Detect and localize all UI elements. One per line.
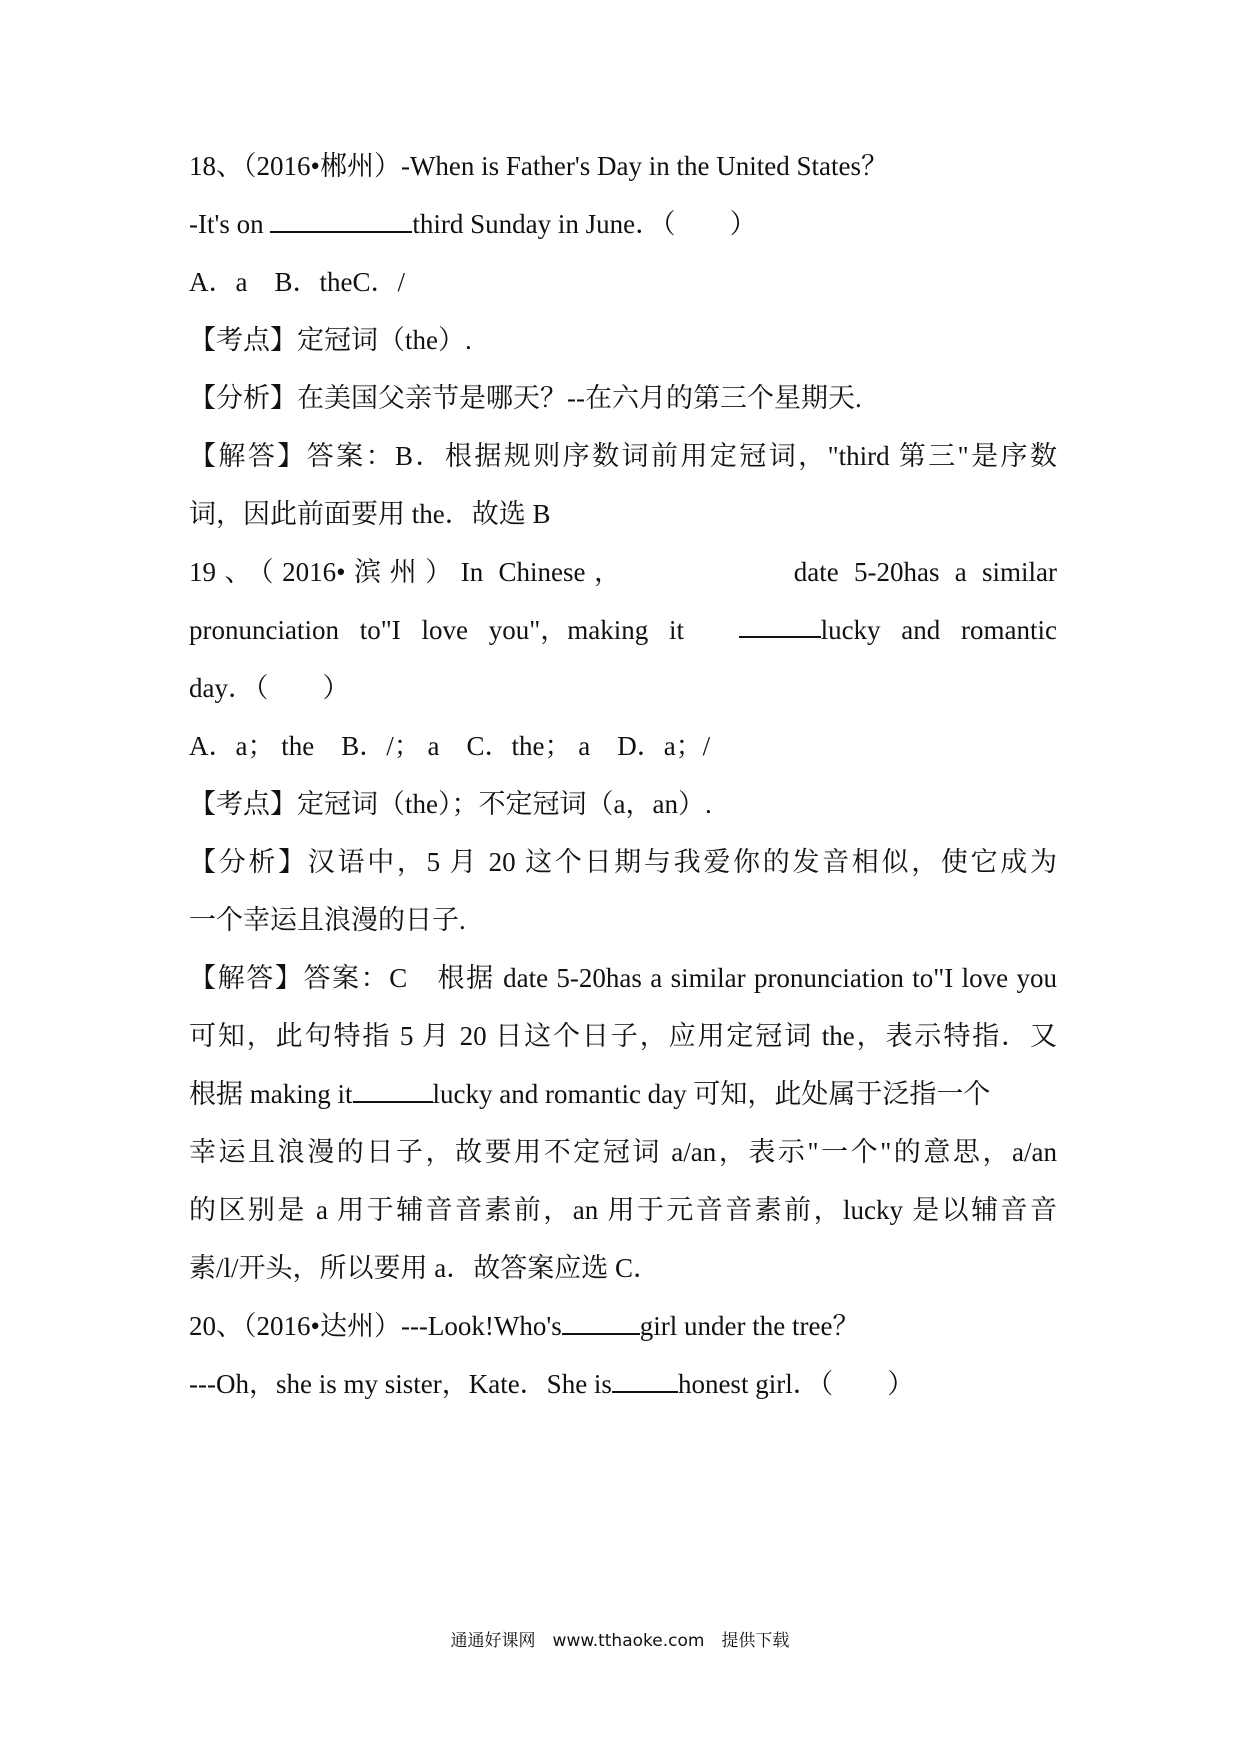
q19-analysis-line2: 一个幸运且浪漫的日子. bbox=[189, 905, 466, 935]
q20-blank1 bbox=[562, 1307, 640, 1335]
q19-analysis-line1: 【分析】汉语中，5 月 20 这个日期与我爱你的发音相似，使它成为 bbox=[189, 847, 1057, 877]
q19-answer-line3 bbox=[189, 1074, 1057, 1114]
q19-line2-start: pronunciation to"I love you"，making it bbox=[189, 615, 684, 645]
q19-line2-end: lucky and romantic bbox=[820, 615, 1057, 645]
q19-answer-line3-start: 根据 making it bbox=[189, 1079, 353, 1109]
q20-line1-start: 20、（2016•达州）---Look!Who's bbox=[189, 1311, 562, 1341]
q19-answer-blank bbox=[353, 1075, 433, 1103]
q19-answer-line5: 的区别是 a 用于辅音音素前，an 用于元音音素前，lucky 是以辅音音 bbox=[189, 1195, 1057, 1225]
q18-analysis: 【分析】在美国父亲节是哪天？--在六月的第三个星期天. bbox=[189, 383, 862, 413]
q18-line2 bbox=[189, 204, 1057, 244]
q19-answer-line1: 【解答】答案：C 根据 date 5-20has a similar pronunciation to"I love you bbox=[189, 963, 1057, 993]
q19-line2 bbox=[189, 610, 1057, 650]
page-footer: 通通好课网 www.tthaoke.com 提供下载 bbox=[450, 1631, 790, 1651]
q20-line1-end: girl under the tree？ bbox=[639, 1311, 860, 1341]
q20-stem bbox=[189, 1306, 1057, 1346]
q18-line2-start: -It's on bbox=[189, 209, 271, 239]
q19-options: A．a； the B．/； a C．the； a D．a；/ bbox=[189, 731, 711, 761]
q18-answer-line1: 【解答】答案：B．根据规则序数词前用定冠词，"third 第三"是序数 bbox=[189, 441, 1057, 471]
q19-answer-line4: 幸运且浪漫的日子，故要用不定冠词 a/an，表示"一个"的意思，a/an bbox=[189, 1137, 1057, 1167]
q18-point: 【考点】定冠词（the）. bbox=[189, 325, 472, 355]
q19-blank bbox=[739, 610, 821, 638]
q18-blank bbox=[270, 205, 412, 233]
q19-point: 【考点】定冠词（the）；不定冠词（a，an）. bbox=[189, 789, 712, 819]
q19-answer-line3-end: lucky and romantic day 可知，此处属于泛指一个 bbox=[432, 1079, 991, 1109]
q18-options: A．a B．theC．/ bbox=[189, 267, 405, 297]
q19-stem: 19、（2016•滨州）In Chinese， date 5-20has a similar bbox=[189, 557, 1057, 587]
q18-answer-line2: 词，因此前面要用 the．故选 B bbox=[189, 499, 551, 529]
q18-line2-end: third Sunday in June．（ ） bbox=[412, 209, 757, 239]
q20-line2-end: honest girl．（ ） bbox=[677, 1369, 915, 1399]
q19-answer-line6: 素/l/开头，所以要用 a．故答案应选 C． bbox=[189, 1253, 660, 1283]
q19-answer-line2: 可知，此句特指 5 月 20 日这个日子，应用定冠词 the，表示特指．又 bbox=[189, 1021, 1057, 1051]
q18-stem: 18、（2016•郴州）-When is Father's Day in the United States？ bbox=[189, 151, 888, 181]
q19-line3: day．（ ） bbox=[189, 673, 350, 703]
q20-line2-start: ---Oh，she is my sister，Kate．She is bbox=[189, 1369, 612, 1399]
q20-blank2 bbox=[612, 1365, 678, 1393]
q20-line2 bbox=[189, 1364, 1057, 1404]
